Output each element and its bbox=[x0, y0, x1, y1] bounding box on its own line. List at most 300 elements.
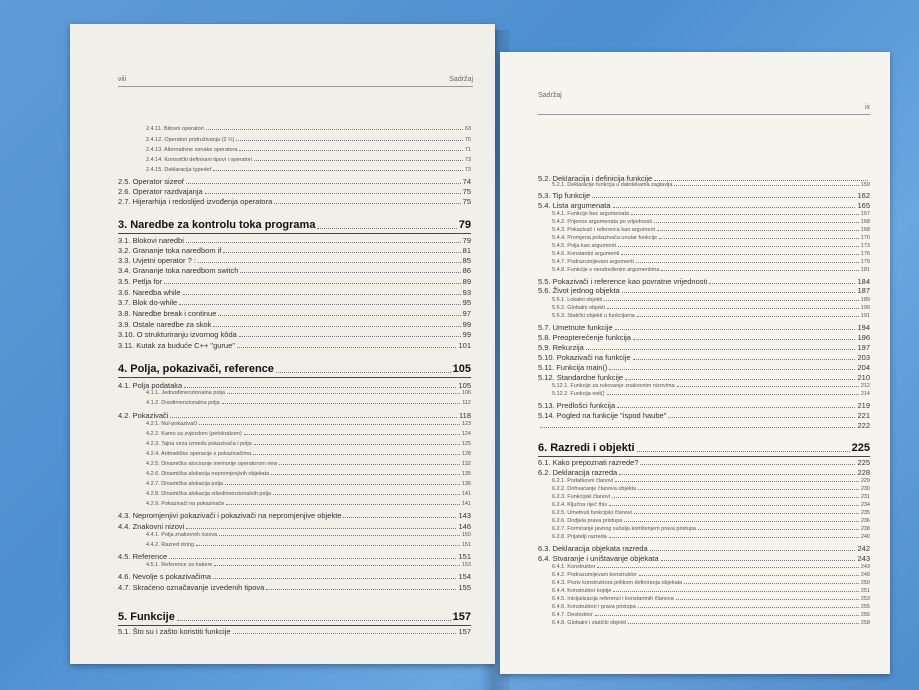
toc-entry-title: 5.4.5. Polja kao argumenti bbox=[552, 243, 616, 249]
toc-subsection-entry bbox=[552, 620, 870, 626]
toc-subsection-entry bbox=[552, 235, 870, 241]
toc-entry-page: 146 bbox=[458, 522, 471, 531]
toc-dot-leader bbox=[618, 246, 859, 247]
toc-entry-page: 135 bbox=[461, 471, 471, 477]
toc-entry-title: 5.8. Preopterećenje funkcija bbox=[538, 333, 631, 342]
toc-subsection-entry bbox=[552, 211, 870, 217]
toc-dot-leader bbox=[674, 185, 858, 186]
toc-entry-page: 79 bbox=[458, 219, 471, 231]
toc-subsection-entry bbox=[146, 421, 471, 427]
toc-entry-title: 4. Polja, pokazivači, reference bbox=[118, 363, 274, 375]
toc-entry-page: 168 bbox=[860, 227, 870, 233]
toc-subsection-entry bbox=[146, 471, 471, 477]
toc-subsection-entry bbox=[552, 305, 870, 311]
toc-entry-title: 4.2.8. Dinamička alokacija višedimenzionalnih polja bbox=[146, 491, 272, 497]
toc-subsection-entry bbox=[552, 251, 870, 257]
toc-section-entry bbox=[118, 411, 471, 420]
toc-entry-page: 132 bbox=[461, 461, 471, 467]
toc-entry-title: 5.6.1. Lokalni objekti bbox=[552, 297, 603, 303]
toc-dot-leader bbox=[624, 521, 858, 522]
toc-dot-leader bbox=[254, 160, 463, 161]
toc-section-entry bbox=[118, 288, 471, 297]
toc-subsection-entry bbox=[146, 542, 471, 548]
toc-entry-page: 242 bbox=[857, 544, 870, 553]
toc-entry-page: 128 bbox=[461, 451, 471, 457]
toc-entry-page: 253 bbox=[860, 596, 870, 602]
toc-entry-title: 2.4.11. Bitovni operatori bbox=[146, 126, 204, 132]
toc-section-entry bbox=[538, 353, 870, 362]
toc-entry-title: 6.4.5. Inicijalizacija referenci i konstantnih članova bbox=[552, 596, 674, 602]
toc-entry-page: 157 bbox=[452, 611, 471, 623]
toc-section-entry bbox=[538, 333, 870, 342]
toc-section-entry bbox=[118, 197, 471, 206]
toc-section-entry bbox=[118, 298, 471, 307]
toc-section-entry bbox=[118, 627, 471, 636]
toc-entry-page: 256 bbox=[860, 612, 870, 618]
toc-dot-leader bbox=[164, 283, 460, 284]
toc-dot-leader bbox=[619, 474, 855, 475]
toc-entry-title: 5.4.1. Funkcije bez argumenata bbox=[552, 211, 630, 217]
toc-entry-page: 71 bbox=[464, 147, 471, 153]
toc-subsection-entry bbox=[552, 588, 870, 594]
toc-section-entry bbox=[118, 320, 471, 329]
right-running-title: Sadržaj bbox=[538, 92, 562, 99]
toc-subsection-entry bbox=[552, 182, 870, 188]
toc-dot-leader bbox=[213, 326, 460, 327]
toc-dot-leader bbox=[638, 607, 859, 608]
toc-dot-leader bbox=[213, 578, 457, 579]
toc-subsection-entry bbox=[146, 481, 471, 487]
toc-entry-title: 5.2. Deklaracija i definicija funkcije bbox=[538, 174, 653, 183]
toc-subsection-entry bbox=[552, 478, 870, 484]
toc-dot-leader bbox=[177, 620, 451, 621]
toc-entry-title: 5.4.4. Promjena pokazivača unutar funkcije bbox=[552, 235, 658, 241]
toc-entry-page: 165 bbox=[857, 201, 870, 210]
toc-subsection-entry bbox=[552, 313, 870, 319]
toc-entry-page: 234 bbox=[860, 502, 870, 508]
toc-entry-page: 85 bbox=[462, 256, 471, 265]
toc-entry-title: 6.2.1. Podatkovni članovi bbox=[552, 478, 614, 484]
toc-section-entry bbox=[118, 330, 471, 339]
toc-entry-title: 6.4.7. Destruktor bbox=[552, 612, 593, 618]
toc-entry-title: 5.4.7. Podrazumijevani argumenti bbox=[552, 259, 634, 265]
toc-entry-page: 143 bbox=[458, 511, 471, 520]
toc-entry-title: 5.12. Standardne funkcije bbox=[538, 373, 624, 382]
toc-section-entry bbox=[118, 341, 471, 350]
toc-entry-title: 3.11. Kutak za buduće C++ "gurue" bbox=[118, 341, 235, 350]
toc-entry-page: 101 bbox=[458, 341, 471, 350]
left-running-title: Sadržaj bbox=[449, 76, 473, 83]
toc-subsection-entry bbox=[146, 137, 471, 143]
toc-subsection-entry bbox=[552, 267, 870, 273]
toc-entry-title: 6.2.2. Dohvaćanje članova objekta bbox=[552, 486, 637, 492]
toc-dot-leader bbox=[237, 347, 457, 348]
chapter-underline bbox=[118, 233, 471, 234]
toc-entry-page: 141 bbox=[461, 501, 471, 507]
toc-dot-leader bbox=[613, 591, 859, 592]
toc-entry-title: 3.6. Naredba while bbox=[118, 288, 181, 297]
toc-entry-page: 153 bbox=[461, 562, 471, 568]
toc-dot-leader bbox=[676, 599, 859, 600]
toc-entry-page: 255 bbox=[860, 604, 870, 610]
toc-subsection-entry bbox=[146, 390, 471, 396]
toc-section-entry bbox=[118, 552, 471, 561]
toc-entry-title: 2.4.15. Deklaracija typedef bbox=[146, 167, 212, 173]
toc-section-entry bbox=[118, 277, 471, 286]
toc-dot-leader bbox=[226, 504, 460, 505]
toc-entry-page: 221 bbox=[857, 411, 870, 420]
toc-dot-leader bbox=[654, 180, 868, 181]
toc-entry-title: 6.2.3. Funkcijski članovi bbox=[552, 494, 611, 500]
toc-dot-leader bbox=[169, 558, 456, 559]
toc-section-entry bbox=[118, 572, 471, 581]
toc-entry-title: 5.4.6. Konstantni argumenti bbox=[552, 251, 620, 257]
toc-section-entry bbox=[118, 187, 471, 196]
toc-dot-leader bbox=[186, 183, 461, 184]
toc-entry-page: 173 bbox=[860, 243, 870, 249]
toc-dot-leader bbox=[609, 369, 855, 370]
toc-dot-leader bbox=[604, 300, 859, 301]
toc-subsection-entry bbox=[146, 491, 471, 497]
toc-section-entry bbox=[538, 191, 870, 200]
toc-subsection-entry bbox=[552, 518, 870, 524]
chapter-underline bbox=[118, 625, 471, 626]
toc-entry-title: 5.4.2. Prijenos argumenata po vrijednosti bbox=[552, 219, 652, 225]
toc-dot-leader bbox=[240, 272, 460, 273]
toc-chapter-entry bbox=[538, 442, 870, 454]
toc-entry-title: 4.2. Pokazivači bbox=[118, 411, 169, 420]
toc-entry-title: 6.4.4. Konstruktor kopije bbox=[552, 588, 612, 594]
toc-entry-title: 3.7. Blok do-while bbox=[118, 298, 178, 307]
toc-dot-leader bbox=[677, 386, 859, 387]
chapter-underline bbox=[538, 456, 870, 457]
toc-entry-title: 5.2.1. Deklaracije funkcija u datotekama zaglavlja bbox=[552, 182, 673, 188]
toc-section-entry bbox=[538, 286, 870, 295]
chapter-underline bbox=[118, 377, 471, 378]
toc-section-entry bbox=[538, 458, 870, 467]
toc-subsection-entry bbox=[552, 494, 870, 500]
toc-entry-page: 159 bbox=[860, 182, 870, 188]
toc-entry-title: 5.4.3. Pokazivač i referenca kao argument bbox=[552, 227, 656, 233]
toc-dot-leader bbox=[607, 394, 859, 395]
toc-dot-leader bbox=[615, 329, 856, 330]
toc-subsection-entry bbox=[552, 502, 870, 508]
toc-entry-title: 6.4.6. Konstruktori i prava pristupa bbox=[552, 604, 636, 610]
toc-dot-leader bbox=[214, 565, 459, 566]
toc-entry-title: 3.10. O strukturiranju izvornog kôda bbox=[118, 330, 237, 339]
toc-dot-leader bbox=[222, 403, 461, 404]
toc-entry-title: 4.2.5. Dinamičko alociranje memorije operatorom new bbox=[146, 461, 278, 467]
toc-dot-leader bbox=[213, 170, 463, 171]
toc-dot-leader bbox=[621, 254, 859, 255]
toc-subsection-entry bbox=[552, 219, 870, 225]
toc-dot-leader bbox=[637, 316, 859, 317]
toc-subsection-entry bbox=[552, 486, 870, 492]
toc-subsection-entry bbox=[146, 441, 471, 447]
toc-entry-title: 4.7. Skraćeno označavanje izvedenih tipova bbox=[118, 583, 265, 592]
toc-entry-title: 5.4. Lista argumenata bbox=[538, 201, 611, 210]
toc-entry-page: 212 bbox=[860, 383, 870, 389]
toc-entry-page: 179 bbox=[860, 259, 870, 265]
toc-dot-leader bbox=[625, 379, 855, 380]
toc-subsection-entry bbox=[552, 612, 870, 618]
toc-subsection-entry bbox=[146, 167, 471, 173]
toc-dot-leader bbox=[613, 207, 856, 208]
toc-entry-title: 5.3. Tip funkcije bbox=[538, 191, 591, 200]
toc-entry-title: 6.4. Stvaranje i uništavanje objekata bbox=[538, 554, 659, 563]
toc-entry-title: 5.1. Što su i zašto koristiti funkcije bbox=[118, 627, 231, 636]
toc-dot-leader bbox=[206, 129, 463, 130]
toc-section-entry bbox=[118, 236, 471, 245]
toc-entry-page: 184 bbox=[857, 277, 870, 286]
toc-dot-leader bbox=[640, 464, 855, 465]
toc-entry-title: 3.3. Uvjetni operator ? : bbox=[118, 256, 196, 265]
toc-entry-title: 6.2.4. Ključna riječ this bbox=[552, 502, 608, 508]
toc-entry-title: 4.1.2. Dvodimenzionalna polja bbox=[146, 400, 220, 406]
toc-entry-title: 4.6. Nevolje s pokazivačima bbox=[118, 572, 211, 581]
toc-dot-leader bbox=[636, 262, 859, 263]
toc-entry-title: 5.13. Predlošci funkcija bbox=[538, 401, 616, 410]
toc-entry-title: 2.4.14. Korisnički definirani tipovi i operatori bbox=[146, 157, 253, 163]
toc-section-entry bbox=[538, 201, 870, 210]
toc-entry-title: 6.2.5. Umetnuti funkcijski članovi bbox=[552, 510, 632, 516]
toc-dot-leader bbox=[609, 537, 859, 538]
toc-dot-leader bbox=[276, 372, 451, 373]
toc-dot-leader bbox=[186, 242, 461, 243]
toc-section-entry bbox=[118, 256, 471, 265]
toc-entry-page: 75 bbox=[462, 197, 471, 206]
toc-dot-leader bbox=[597, 567, 858, 568]
toc-section-entry bbox=[118, 583, 471, 592]
toc-entry-page: 230 bbox=[860, 486, 870, 492]
toc-chapter-entry bbox=[118, 363, 471, 375]
toc-dot-leader bbox=[184, 387, 456, 388]
toc-section-entry bbox=[118, 266, 471, 275]
toc-section-entry bbox=[538, 468, 870, 477]
toc-entry-page: 95 bbox=[462, 298, 471, 307]
toc-entry-page: 124 bbox=[461, 431, 471, 437]
toc-dot-leader bbox=[279, 464, 459, 465]
toc-dot-leader bbox=[233, 633, 457, 634]
toc-entry-title: 3. Naredbe za kontrolu toka programa bbox=[118, 219, 316, 231]
toc-dot-leader bbox=[633, 359, 856, 360]
toc-entry-page: 99 bbox=[462, 330, 471, 339]
toc-entry-title: 5.12.2. Funkcija exit() bbox=[552, 391, 605, 397]
left-page-number: viii bbox=[118, 76, 127, 83]
toc-dot-leader bbox=[225, 484, 460, 485]
toc-entry-title: 4.2.1. Nul-pokazivači bbox=[146, 421, 198, 427]
toc-dot-leader bbox=[196, 545, 460, 546]
toc-section-entry bbox=[118, 522, 471, 531]
toc-entry-title: 4.2.4. Aritmetičke operacije s pokazivačima bbox=[146, 451, 252, 457]
toc-dot-leader bbox=[198, 262, 461, 263]
left-page bbox=[70, 24, 495, 664]
toc-entry-page: 210 bbox=[857, 373, 870, 382]
toc-entry-page: 258 bbox=[860, 620, 870, 626]
toc-entry-page: 70 bbox=[464, 137, 471, 143]
toc-entry-page: 125 bbox=[461, 441, 471, 447]
toc-entry-title: 5.14. Pogled na funkcije "ispod haube" bbox=[538, 411, 667, 420]
toc-entry-page: 73 bbox=[464, 167, 471, 173]
toc-dot-leader bbox=[317, 228, 456, 229]
toc-dot-leader bbox=[634, 513, 859, 514]
toc-dot-leader bbox=[170, 417, 457, 418]
toc-dot-leader bbox=[661, 270, 859, 271]
toc-entry-page: 73 bbox=[464, 157, 471, 163]
toc-entry-page: 105 bbox=[458, 381, 471, 390]
toc-entry-page: 250 bbox=[860, 580, 870, 586]
toc-dot-leader bbox=[637, 451, 850, 452]
toc-entry-page: 222 bbox=[857, 421, 870, 430]
toc-entry-title: 5.9. Rekurzija bbox=[538, 343, 584, 352]
toc-entry-page: 204 bbox=[857, 363, 870, 372]
toc-dot-leader bbox=[661, 560, 856, 561]
toc-entry-page: 157 bbox=[458, 627, 471, 636]
toc-dot-leader bbox=[638, 489, 859, 490]
toc-entry-title: 2.4.13. Alternativne oznake operatora bbox=[146, 147, 238, 153]
toc-dot-leader bbox=[607, 308, 859, 309]
toc-dot-leader bbox=[274, 203, 460, 204]
toc-subsection-entry bbox=[146, 532, 471, 538]
toc-entry-page: 196 bbox=[857, 333, 870, 342]
toc-entry-page: 162 bbox=[857, 191, 870, 200]
toc-dot-leader bbox=[628, 623, 859, 624]
toc-dot-leader bbox=[698, 529, 859, 530]
toc-entry-page: 168 bbox=[860, 219, 870, 225]
toc-subsection-entry bbox=[552, 580, 870, 586]
toc-section-entry bbox=[118, 177, 471, 186]
toc-entry-page: 170 bbox=[860, 235, 870, 241]
toc-entry-title: 4.1. Polja podataka bbox=[118, 381, 183, 390]
toc-dot-leader bbox=[668, 417, 855, 418]
left-header-rule bbox=[118, 86, 473, 87]
toc-entry-title: 5.6.3. Statički objekti u funkcijama bbox=[552, 313, 635, 319]
toc-section-entry bbox=[538, 544, 870, 553]
toc-entry-title: 5.11. Funkcija main() bbox=[538, 363, 608, 372]
toc-dot-leader bbox=[271, 474, 460, 475]
toc-entry-title: 6.4.2. Podrazumijevani konstruktor bbox=[552, 572, 637, 578]
toc-entry-title: 4.2.3. Tajna veza između pokazivača i polja bbox=[146, 441, 252, 447]
toc-entry-title: 6.1. Kako prepoznati razrede? bbox=[538, 458, 639, 467]
toc-entry-page: 136 bbox=[461, 481, 471, 487]
toc-dot-leader bbox=[659, 238, 859, 239]
toc-section-entry bbox=[118, 246, 471, 255]
toc-entry-title: 3.1. Blokovi naredbi bbox=[118, 236, 184, 245]
toc-entry-page: 86 bbox=[462, 266, 471, 275]
toc-entry-page: 251 bbox=[860, 588, 870, 594]
toc-entry-page: 238 bbox=[860, 526, 870, 532]
toc-entry-title: 5.12.1. Funkcije za rukovanje znakovnim nizovima bbox=[552, 383, 675, 389]
toc-section-entry bbox=[538, 401, 870, 410]
toc-dot-leader bbox=[253, 454, 460, 455]
toc-entry-title: 5.4.8. Funkcije s neodređenim argumentima bbox=[552, 267, 660, 273]
toc-dot-leader bbox=[615, 481, 859, 482]
toc-entry-title: 3.5. Petlja for bbox=[118, 277, 163, 286]
toc-entry-page: 235 bbox=[860, 510, 870, 516]
toc-entry-page: 154 bbox=[458, 572, 471, 581]
toc-dot-leader bbox=[639, 575, 859, 576]
toc-subsection-entry bbox=[552, 383, 870, 389]
toc-entry-title: 5.5. Pokazivači i reference kao povratne vrijednosti bbox=[538, 277, 708, 286]
toc-dot-leader bbox=[218, 315, 460, 316]
toc-section-entry bbox=[118, 381, 471, 390]
toc-subsection-entry bbox=[552, 572, 870, 578]
toc-section-entry bbox=[118, 309, 471, 318]
toc-dot-leader bbox=[622, 292, 856, 293]
toc-entry-page: 189 bbox=[860, 297, 870, 303]
toc-subsection-entry bbox=[146, 431, 471, 437]
toc-subsection-entry bbox=[146, 461, 471, 467]
toc-subsection-entry bbox=[552, 526, 870, 532]
toc-dot-leader bbox=[654, 222, 859, 223]
toc-entry-page: 194 bbox=[857, 323, 870, 332]
toc-subsection-entry bbox=[552, 259, 870, 265]
toc-entry-page: 151 bbox=[458, 552, 471, 561]
toc-entry-page: 74 bbox=[462, 177, 471, 186]
toc-subsection-entry bbox=[146, 400, 471, 406]
toc-dot-leader bbox=[239, 336, 461, 337]
toc-dot-leader bbox=[709, 283, 855, 284]
toc-subsection-entry bbox=[552, 534, 870, 540]
toc-dot-leader bbox=[273, 494, 460, 495]
toc-entry-title: 4.4.1. Polja znakovnih nizova bbox=[146, 532, 218, 538]
right-page bbox=[500, 52, 890, 674]
right-header-rule bbox=[538, 114, 870, 115]
toc-entry-page: 240 bbox=[860, 534, 870, 540]
toc-dot-leader bbox=[684, 583, 859, 584]
toc-entry-title: 2.7. Hijerarhija i redoslijed izvođenja operatora bbox=[118, 197, 273, 206]
toc-section-entry bbox=[538, 343, 870, 352]
toc-entry-page: 187 bbox=[857, 286, 870, 295]
toc-dot-leader bbox=[650, 550, 856, 551]
toc-entry-title: 6.4.8. Globalni i statički objekti bbox=[552, 620, 626, 626]
toc-entry-title: 4.2.9. Pokazivači na pokazivače bbox=[146, 501, 225, 507]
right-page-number: ix bbox=[864, 104, 870, 111]
toc-entry-page: 155 bbox=[458, 583, 471, 592]
toc-entry-page: 219 bbox=[857, 401, 870, 410]
toc-entry-page: 106 bbox=[461, 390, 471, 396]
toc-subsection-entry bbox=[552, 227, 870, 233]
toc-entry-page: 181 bbox=[860, 267, 870, 273]
toc-subsection-entry bbox=[552, 564, 870, 570]
toc-section-entry bbox=[538, 373, 870, 382]
toc-dot-leader bbox=[609, 505, 859, 506]
toc-subsection-entry bbox=[146, 562, 471, 568]
toc-entry-page: 225 bbox=[851, 442, 870, 454]
toc-section-entry bbox=[538, 363, 870, 372]
toc-entry-title: 4.2.2. Kamo sa zvjezdom (petokrakom) bbox=[146, 431, 242, 437]
toc-entry-page: 191 bbox=[860, 313, 870, 319]
toc-entry-page: 93 bbox=[462, 288, 471, 297]
toc-entry-title: 6.4.3. Poziv konstruktora prilikom definiranja objekata bbox=[552, 580, 683, 586]
toc-section-entry bbox=[538, 277, 870, 286]
toc-dot-leader bbox=[239, 150, 462, 151]
toc-entry-page: 151 bbox=[461, 542, 471, 548]
toc-entry-page: 228 bbox=[857, 468, 870, 477]
toc-entry-title: 4.2.7. Dinamička alokacija polja bbox=[146, 481, 224, 487]
toc-section-entry bbox=[538, 554, 870, 563]
toc-entry-title: 6.3. Deklaracija objekata razreda bbox=[538, 544, 648, 553]
toc-entry-page: 214 bbox=[860, 391, 870, 397]
toc-entry-title: 5. Funkcije bbox=[118, 611, 175, 623]
toc-dot-leader bbox=[227, 393, 460, 394]
toc-entry-page: 243 bbox=[857, 554, 870, 563]
toc-subsection-entry bbox=[552, 243, 870, 249]
toc-entry-title: 5.7. Umetnute funkcije bbox=[538, 323, 613, 332]
toc-entry-title: 4.5. Reference bbox=[118, 552, 168, 561]
toc-subsection-entry bbox=[146, 451, 471, 457]
toc-subsection-entry bbox=[146, 126, 471, 132]
